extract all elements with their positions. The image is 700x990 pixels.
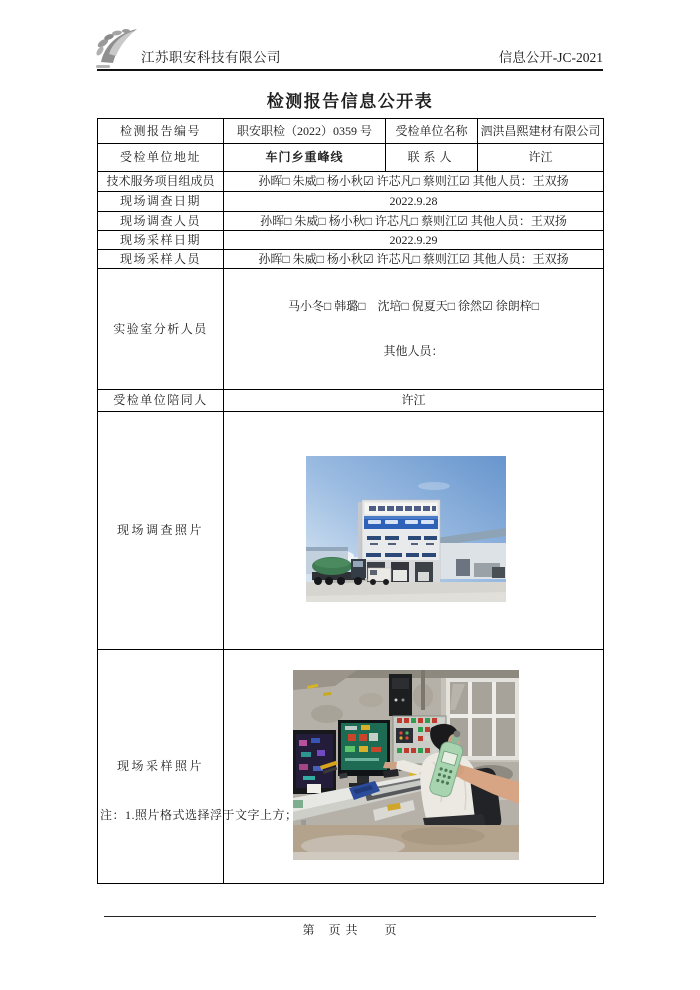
sampling-date-label: 现场采样日期: [98, 231, 224, 250]
table-row: [98, 650, 604, 884]
survey-photo-label: 现场调查照片: [98, 412, 224, 650]
table-row: [98, 172, 604, 192]
escort-value: 许江: [224, 390, 604, 412]
page-number: 第 页 共 页: [302, 923, 398, 937]
sampling-staff-label: 现场采样人员: [98, 250, 224, 269]
lab-staff-line2: 其他人员：: [383, 344, 444, 358]
sampling-date-value: 2022.9.29: [224, 231, 604, 250]
contact-value: 许江: [478, 144, 604, 172]
contact-label: 联系人: [386, 144, 478, 172]
address-label: 受检单位地址: [98, 144, 224, 172]
table-row: [98, 231, 604, 250]
team-members: 孙晖□ 朱威□ 杨小秋☑ 许芯凡□ 蔡则江☑ 其他人员：王双扬: [224, 172, 604, 192]
sampling-photo-cell: [224, 650, 604, 884]
footer-rule: [104, 916, 596, 917]
report-no-value: 职安职检（2022）0359 号: [224, 119, 386, 144]
header-rule: [97, 69, 603, 71]
company-name: 江苏职安科技有限公司: [141, 50, 281, 65]
escort-label: 受检单位陪同人: [98, 390, 224, 412]
report-no-label: 检测报告编号: [98, 119, 224, 144]
info-table: [97, 118, 604, 884]
survey-photo: [306, 456, 506, 602]
table-row: [98, 412, 604, 650]
sampling-staff-members: 孙晖□ 朱威□ 杨小秋☑ 许芯凡□ 蔡则江☑ 其他人员：王双扬: [224, 250, 604, 269]
page-title: 检测报告信息公开表: [266, 92, 434, 111]
table-row: [98, 144, 604, 172]
team-label: 技术服务项目组成员: [98, 172, 224, 192]
doc-code: 信息公开-JC-2021: [498, 50, 603, 65]
table-row: [98, 269, 604, 390]
table-row: [98, 250, 604, 269]
lab-staff-label: 实验室分析人员: [98, 269, 224, 390]
sampling-photo: [293, 670, 519, 860]
survey-staff-members: 孙晖□ 朱威□ 杨小秋□ 许芯凡□ 蔡则江☑ 其他人员：王双扬: [224, 212, 604, 231]
table-row: [98, 390, 604, 412]
unit-name-value: 泗洪昌熙建材有限公司: [478, 119, 604, 144]
survey-date-label: 现场调查日期: [98, 192, 224, 212]
footnote: 注：1.照片格式选择浮于文字上方；: [100, 808, 298, 822]
survey-photo-cell: [224, 412, 604, 650]
unit-name-label: 受检单位名称: [386, 119, 478, 144]
table-row: [98, 119, 604, 144]
table-row: [98, 212, 604, 231]
sampling-photo-label: 现场采样照片: [98, 650, 224, 884]
lab-staff-members: [224, 269, 604, 390]
table-row: [98, 192, 604, 212]
survey-date-value: 2022.9.28: [224, 192, 604, 212]
survey-staff-label: 现场调查人员: [98, 212, 224, 231]
address-value: 车门乡重峰线: [224, 144, 386, 172]
lab-staff-line1: 马小冬□ 韩璐□ 沈培□ 倪夏天□ 徐然☑ 徐朗梓□: [288, 299, 539, 313]
